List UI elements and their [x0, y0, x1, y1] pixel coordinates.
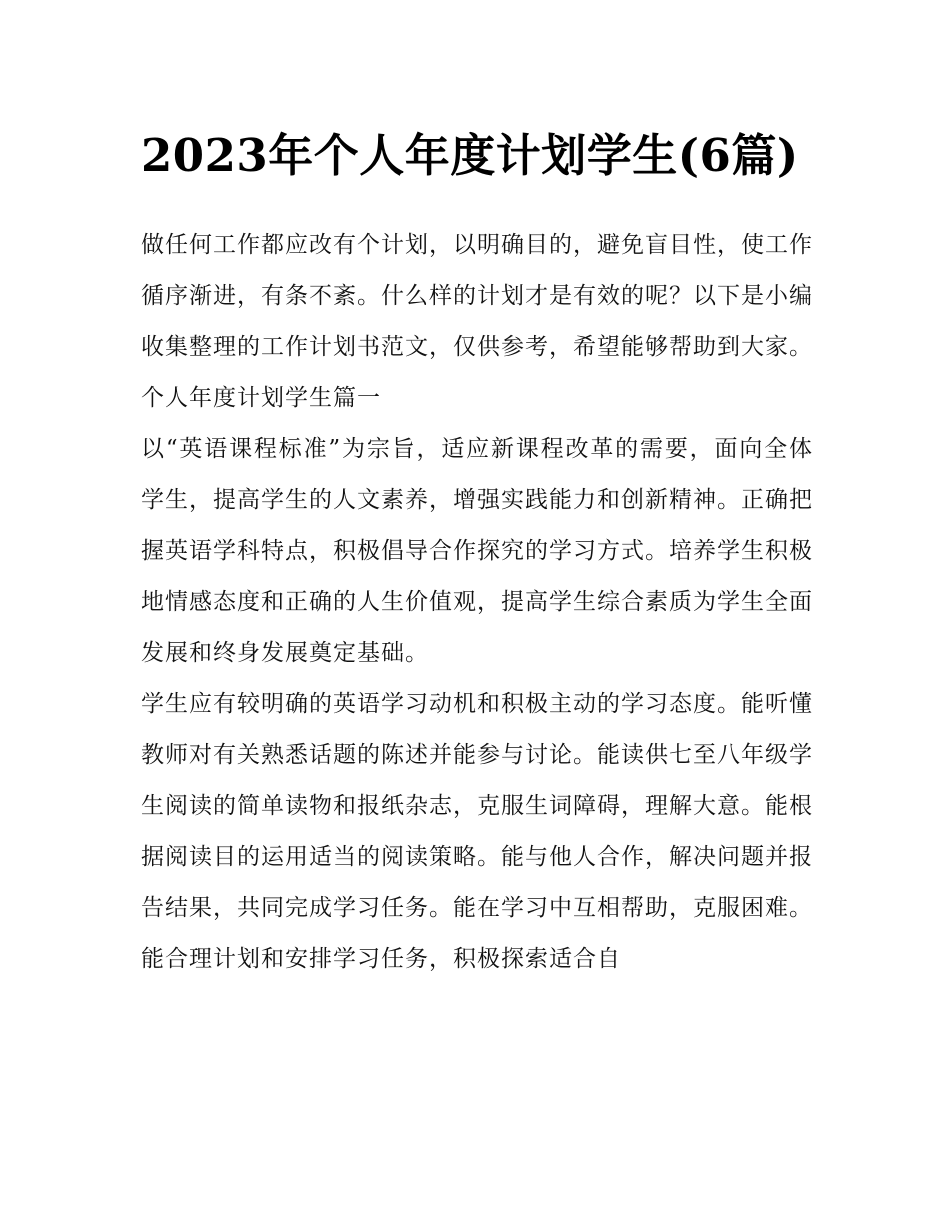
document-body: [141, 220, 813, 985]
document-page: [141, 118, 813, 985]
section-paragraph-1: 以“英语课程标准”为宗旨，适应新课程改革的需要，面向全体学生，提高学生的人文素养，增强实践能力和创新精神。正确把握英语学科特点，积极倡导合作探究的学习方式。培养学生积极地情感态度和正确的人生价值观，提高学生综合素质为学生全面发展和终身发展奠定基础。: [141, 436, 813, 666]
intro-paragraph: 做任何工作都应改有个计划，以明确目的，避免盲目性，使工作循序渐进，有条不紊。什么样的计划才是有效的呢？以下是小编收集整理的工作计划书范文，仅供参考，希望能够帮助到大家。: [141, 232, 813, 360]
section-heading: 个人年度计划学生篇一: [141, 385, 381, 411]
section-paragraph-2: 学生应有较明确的英语学习动机和积极主动的学习态度。能听懂教师对有关熟悉话题的陈述并能参与讨论。能读供七至八年级学生阅读的简单读物和报纸杂志，克服生词障碍，理解大意。能根据阅读目的运用适当的阅读策略。能与他人合作，解决问题并报告结果，共同完成学习任务。能在学习中互相帮助，克服困难。能合理计划和安排学习任务，积极探索适合自: [141, 691, 813, 972]
document-title: 2023年个人年度计划学生(6篇): [141, 129, 799, 182]
